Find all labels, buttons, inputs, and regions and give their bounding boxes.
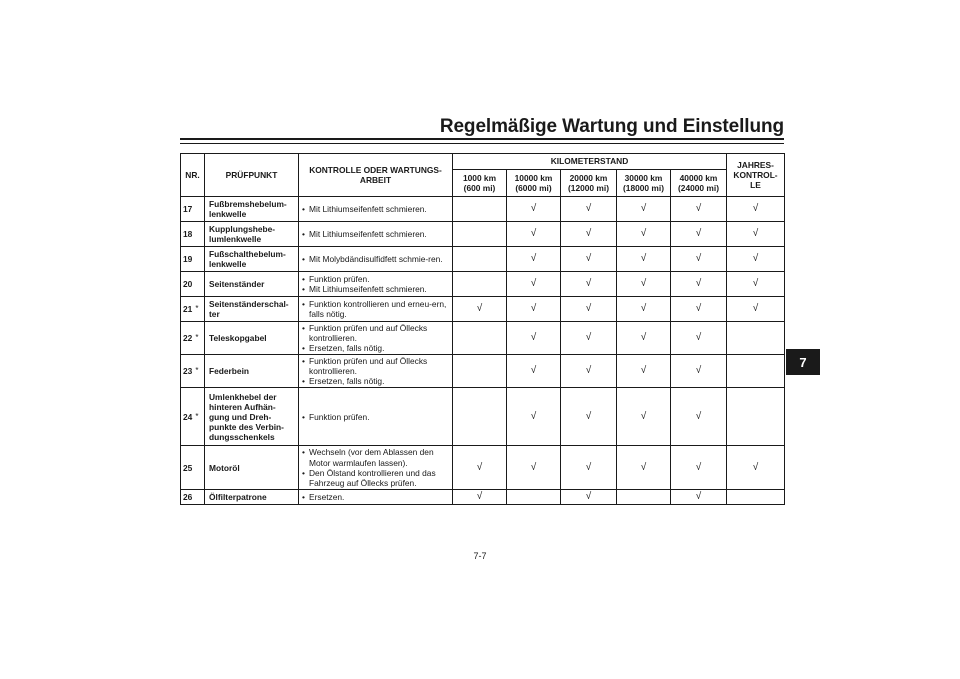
header-rule-thick: [180, 138, 784, 140]
task-line: [302, 204, 449, 214]
check-item: Umlenkhebel der hinteren Aufhän-gung und Dreh-punkte des Verbin-dungsschenkels: [205, 388, 299, 446]
table-row: [181, 489, 785, 504]
empty-cell: [617, 489, 671, 504]
check-mark-cell: √: [617, 197, 671, 222]
task-text: Mit Molybdändisulfidfett schmie-ren.: [309, 253, 443, 264]
dealer-service-asterisk: *: [195, 303, 199, 313]
check-mark-cell: √: [671, 247, 727, 272]
empty-cell: [453, 272, 507, 297]
bullet-icon: •: [302, 491, 305, 502]
row-number-text: 22: [183, 333, 193, 344]
check-mark-cell: √: [561, 272, 617, 297]
task-line: [302, 323, 449, 343]
empty-cell: [453, 355, 507, 388]
row-number-text: 23: [183, 366, 193, 377]
task-line: [302, 412, 449, 422]
row-number-text: 20: [183, 278, 193, 289]
row-number: [181, 355, 205, 388]
table-row: [181, 322, 785, 355]
bullet-icon: •: [302, 376, 305, 387]
check-mark-cell: √: [671, 197, 727, 222]
row-number-text: 18: [183, 228, 193, 239]
check-mark-cell: √: [617, 388, 671, 446]
check-mark-cell: √: [671, 388, 727, 446]
task-text: Ersetzen.: [309, 491, 345, 502]
check-mark-cell: √: [727, 222, 785, 247]
task-line: [302, 447, 449, 467]
task-line: [302, 284, 449, 294]
table-body: [181, 197, 785, 505]
check-mark-cell: √: [671, 272, 727, 297]
task-cell: [299, 489, 453, 504]
dealer-service-asterisk: *: [195, 411, 199, 421]
task-cell: [299, 247, 453, 272]
check-mark-cell: √: [507, 247, 561, 272]
header-task: KONTROLLE ODER WARTUNGS-ARBEIT: [299, 154, 453, 197]
task-text: Ersetzen, falls nötig.: [309, 376, 385, 387]
empty-cell: [727, 322, 785, 355]
row-number-text: 24: [183, 411, 193, 422]
check-mark-cell: √: [727, 272, 785, 297]
row-number: [181, 446, 205, 489]
header-km: 1000 km (600 mi): [453, 170, 507, 197]
task-line: [302, 356, 449, 376]
task-line: [302, 299, 449, 319]
task-line: [302, 343, 449, 353]
row-number: [181, 388, 205, 446]
bullet-icon: •: [302, 228, 305, 239]
row-number-text: 17: [183, 203, 193, 214]
row-number: [181, 489, 205, 504]
bullet-icon: •: [302, 467, 305, 478]
table-row: [181, 388, 785, 446]
check-mark-cell: √: [561, 489, 617, 504]
chapter-tab: 7: [786, 349, 820, 375]
empty-cell: [727, 355, 785, 388]
task-text: Den Ölstand kontrollieren und das Fahrzeug auf Öllecks prüfen.: [309, 467, 436, 488]
check-mark-cell: √: [453, 489, 507, 504]
row-number: [181, 222, 205, 247]
task-text: Mit Lithiumseifenfett schmieren.: [309, 228, 427, 239]
table-row: [181, 272, 785, 297]
check-mark-cell: √: [671, 446, 727, 489]
check-item: Fußschalthebelum-lenkwelle: [205, 247, 299, 272]
check-mark-cell: √: [507, 197, 561, 222]
check-item: Seitenständer: [205, 272, 299, 297]
bullet-icon: •: [302, 298, 305, 309]
page-number: 7-7: [473, 551, 487, 561]
task-cell: [299, 197, 453, 222]
check-mark-cell: √: [561, 297, 617, 322]
task-line: [302, 376, 449, 386]
check-mark-cell: √: [561, 197, 617, 222]
page-title: Regelmäßige Wartung und Einstellung: [439, 116, 784, 137]
check-mark-cell: √: [561, 322, 617, 355]
task-line: [302, 229, 449, 239]
task-cell: [299, 272, 453, 297]
check-mark-cell: √: [561, 355, 617, 388]
bullet-icon: •: [302, 447, 305, 458]
check-mark-cell: √: [507, 388, 561, 446]
header-km: 40000 km (24000 mi): [671, 170, 727, 197]
check-mark-cell: √: [671, 489, 727, 504]
row-number-text: 19: [183, 253, 193, 264]
check-mark-cell: √: [507, 297, 561, 322]
header-km-group: KILOMETERSTAND: [453, 154, 727, 170]
header-annual: JAHRES-KONTROL-LE: [727, 154, 785, 197]
row-number: [181, 197, 205, 222]
task-text: Funktion prüfen.: [309, 411, 370, 422]
check-mark-cell: √: [561, 446, 617, 489]
dealer-service-asterisk: *: [195, 333, 199, 343]
check-mark-cell: √: [453, 297, 507, 322]
check-mark-cell: √: [727, 247, 785, 272]
check-mark-cell: √: [453, 446, 507, 489]
check-item: Federbein: [205, 355, 299, 388]
task-text: Funktion kontrollieren und erneu-ern, falls nötig.: [309, 298, 447, 319]
check-mark-cell: √: [507, 446, 561, 489]
row-number: [181, 322, 205, 355]
header-item: PRÜFPUNKT: [205, 154, 299, 197]
table-row: [181, 247, 785, 272]
row-number: [181, 272, 205, 297]
task-text: Ersetzen, falls nötig.: [309, 343, 385, 354]
check-mark-cell: √: [727, 197, 785, 222]
task-line: [302, 274, 449, 284]
check-mark-cell: √: [561, 222, 617, 247]
table-row: [181, 446, 785, 489]
check-mark-cell: √: [507, 322, 561, 355]
header-km: 30000 km (18000 mi): [617, 170, 671, 197]
row-number-text: 25: [183, 462, 193, 473]
check-mark-cell: √: [617, 446, 671, 489]
empty-cell: [453, 388, 507, 446]
task-line: [302, 468, 449, 488]
check-mark-cell: √: [617, 247, 671, 272]
check-item: Teleskopgabel: [205, 322, 299, 355]
table-row: [181, 297, 785, 322]
table-row: [181, 222, 785, 247]
task-line: [302, 492, 449, 502]
task-cell: [299, 446, 453, 489]
row-number-text: 26: [183, 491, 193, 502]
bullet-icon: •: [302, 343, 305, 354]
empty-cell: [453, 197, 507, 222]
dealer-service-asterisk: *: [195, 366, 199, 376]
check-mark-cell: √: [617, 355, 671, 388]
header-km: 20000 km (12000 mi): [561, 170, 617, 197]
task-cell: [299, 388, 453, 446]
bullet-icon: •: [302, 323, 305, 333]
row-number: [181, 247, 205, 272]
maintenance-table: [180, 153, 785, 505]
task-text: Wechseln (vor dem Ablassen den Motor warmlaufen lassen).: [309, 447, 434, 468]
empty-cell: [507, 489, 561, 504]
task-text: Funktion prüfen und auf Öllecks kontrollieren.: [309, 356, 428, 377]
task-line: [302, 254, 449, 264]
bullet-icon: •: [302, 203, 305, 214]
check-mark-cell: √: [561, 388, 617, 446]
table-row: [181, 355, 785, 388]
empty-cell: [727, 489, 785, 504]
check-mark-cell: √: [561, 247, 617, 272]
check-mark-cell: √: [507, 272, 561, 297]
task-text: Mit Lithiumseifenfett schmieren.: [309, 284, 427, 294]
empty-cell: [453, 322, 507, 355]
task-cell: [299, 322, 453, 355]
task-cell: [299, 222, 453, 247]
task-cell: [299, 355, 453, 388]
check-mark-cell: √: [617, 322, 671, 355]
task-text: Funktion prüfen und auf Öllecks kontrollieren.: [309, 323, 428, 344]
check-item: Fußbremshebelum-lenkwelle: [205, 197, 299, 222]
check-item: Seitenständerschal-ter: [205, 297, 299, 322]
empty-cell: [453, 247, 507, 272]
check-item: Kupplungshebe-lumlenkwelle: [205, 222, 299, 247]
check-mark-cell: √: [671, 297, 727, 322]
task-text: Funktion prüfen.: [309, 273, 370, 284]
bullet-icon: •: [302, 253, 305, 264]
check-mark-cell: √: [671, 322, 727, 355]
check-item: Motoröl: [205, 446, 299, 489]
row-number-text: 21: [183, 303, 193, 314]
task-cell: [299, 297, 453, 322]
check-mark-cell: √: [617, 297, 671, 322]
header-km: 10000 km (6000 mi): [507, 170, 561, 197]
row-number: [181, 297, 205, 322]
bullet-icon: •: [302, 356, 305, 367]
header-nr: NR.: [181, 154, 205, 197]
check-mark-cell: √: [727, 297, 785, 322]
table-row: [181, 197, 785, 222]
check-mark-cell: √: [727, 446, 785, 489]
task-text: Mit Lithiumseifenfett schmieren.: [309, 203, 427, 214]
empty-cell: [727, 388, 785, 446]
check-mark-cell: √: [617, 222, 671, 247]
check-mark-cell: √: [507, 355, 561, 388]
bullet-icon: •: [302, 284, 305, 294]
header-rule-thin: [180, 143, 784, 144]
check-mark-cell: √: [671, 355, 727, 388]
empty-cell: [453, 222, 507, 247]
check-mark-cell: √: [507, 222, 561, 247]
check-mark-cell: √: [617, 272, 671, 297]
check-item: Ölfilterpatrone: [205, 489, 299, 504]
check-mark-cell: √: [671, 222, 727, 247]
bullet-icon: •: [302, 273, 305, 284]
bullet-icon: •: [302, 411, 305, 422]
